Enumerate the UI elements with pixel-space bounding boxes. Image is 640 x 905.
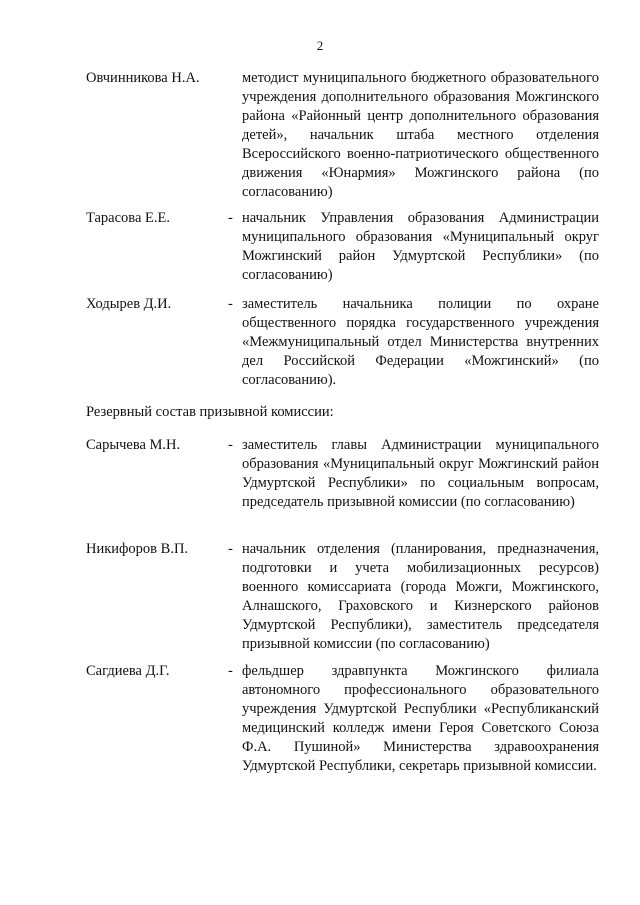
entry-dash: - bbox=[228, 663, 233, 679]
reserve-section-heading: Резервный состав призывной комиссии: bbox=[86, 404, 334, 420]
member-name: Овчинникова Н.А. bbox=[86, 70, 200, 86]
member-role: заместитель главы Администрации муниципального образования «Муниципальный округ Можгинский район Удмуртской Республики» по социальным вопросам, председатель призывной комиссии (по согласованию) bbox=[242, 437, 599, 510]
entry-dash: - bbox=[228, 541, 233, 557]
member-role: фельдшер здравпункта Можгинского филиала автономного профессионального образовательного учреждения Удмуртской Республики «Республиканский медицинский колледж имени Героя Советского Союза Ф.А. Пушиной» Министерства здравоохранения Удмуртской Республики, секретарь призывной комиссии. bbox=[242, 663, 599, 774]
member-name: Никифоров В.П. bbox=[86, 541, 189, 557]
member-name: Сагдиева Д.Г. bbox=[86, 663, 170, 679]
entry-dash: - bbox=[228, 210, 233, 226]
member-role: заместитель начальника полиции по охране общественного порядка государственного учреждения «Межмуниципальный отдел Министерства внутренних дел Российской Федерации «Можгинский» (по согласованию). bbox=[242, 296, 599, 388]
page-number: 2 bbox=[316, 38, 324, 53]
entry-dash: - bbox=[228, 437, 233, 453]
member-name: Тарасова Е.Е. bbox=[86, 210, 170, 226]
member-name: Сарычева М.Н. bbox=[86, 437, 181, 453]
member-role: начальник отделения (планирования, предназначения, подготовки и учета мобилизационных ресурсов) военного комиссариата (города Можги, Можгинского, Алнашского, Граховского и Кизнерского районов Удмуртской Республики), заместитель председателя призывной комиссии (по согласованию) bbox=[242, 541, 599, 652]
member-role: начальник Управления образования Администрации муниципального образования «Муниципальный округ Можгинский район Удмуртской Республики» (по согласованию) bbox=[242, 210, 599, 283]
member-name: Ходырев Д.И. bbox=[86, 296, 172, 312]
entry-dash: - bbox=[228, 296, 233, 312]
member-role: методист муниципального бюджетного образовательного учреждения дополнительного образования Можгинского района «Районный центр дополнительного образования детей», начальник штаба местного отделения Всероссийского военно-патриотического общественного движения «Юнармия» Можгинского района (по согласованию) bbox=[242, 70, 599, 200]
